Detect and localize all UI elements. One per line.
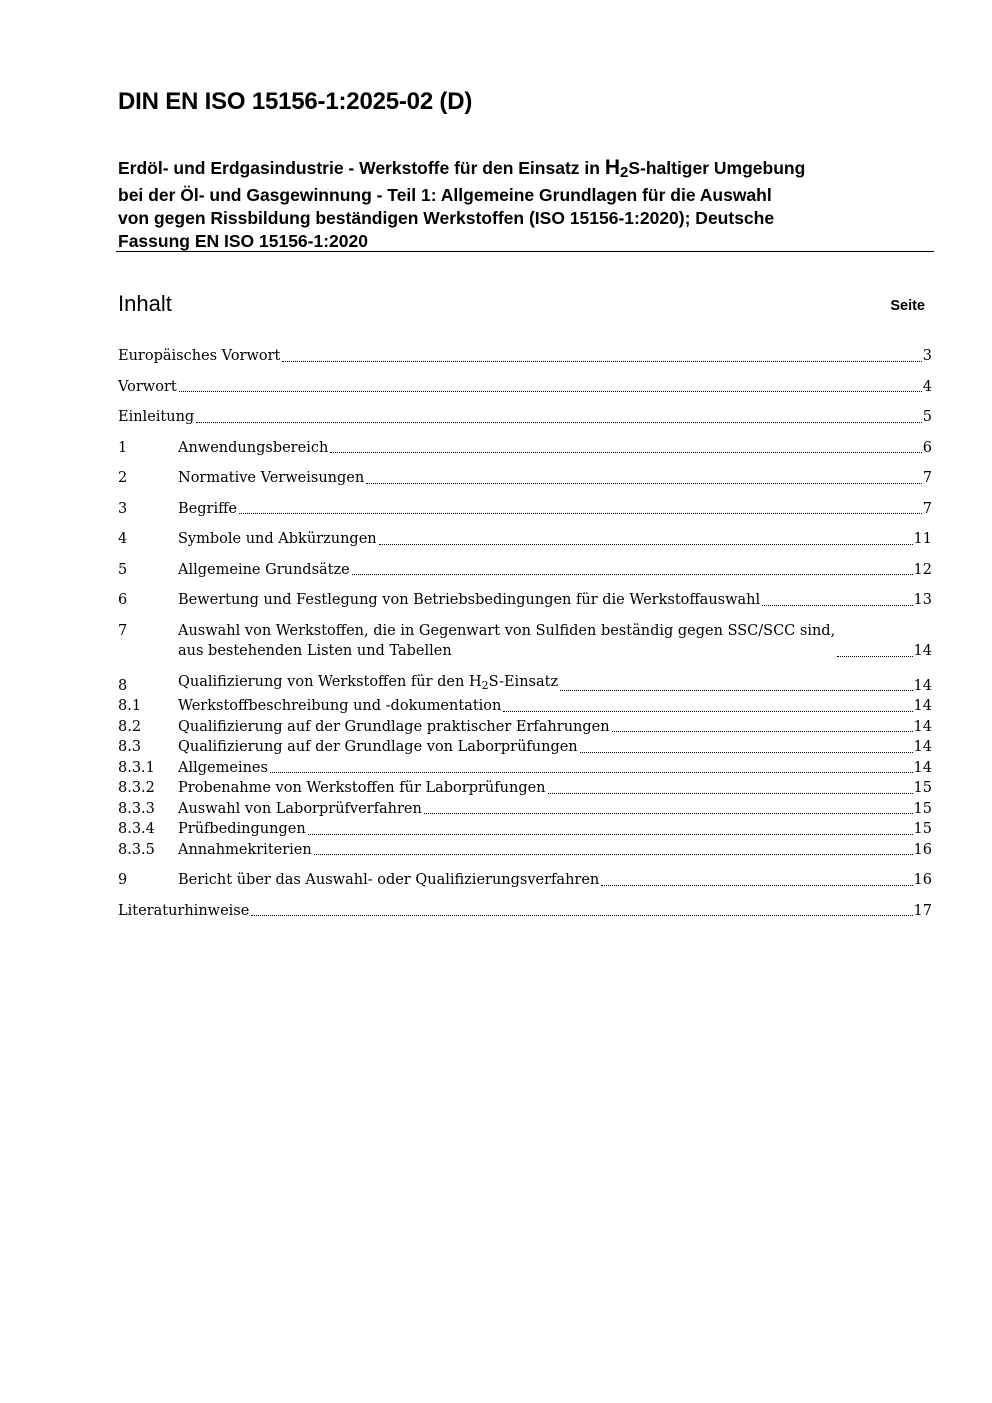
title-line-4: Fassung EN ISO 15156-1:2020 (118, 231, 368, 251)
leader-dots (601, 885, 912, 886)
toc-section-number: 8.3.1 (118, 759, 155, 776)
leader-dots (837, 656, 912, 657)
leader-dots (503, 711, 912, 712)
toc-entry-europaeisches-vorwort[interactable] (118, 346, 932, 367)
leader-dots (270, 772, 913, 773)
toc-page-number: 6 (922, 439, 932, 456)
toc-entry-8-3-2[interactable] (118, 778, 932, 799)
toc-entry-4[interactable] (118, 529, 932, 550)
toc-entry-title: Auswahl von Werkstoffen, die in Gegenwart von Sulfiden beständig gegen SSC/SCC sind, aus bestehenden Listen und Tabellen (178, 622, 836, 659)
toc-entry-title: Qualifizierung auf der Grundlage von Laborprüfungen (178, 739, 578, 755)
document-title (118, 156, 918, 253)
toc-page-number: 7 (922, 470, 932, 486)
toc-entry-1[interactable] (118, 438, 932, 459)
toc-page-number: 4 (922, 378, 932, 395)
leader-dots (352, 574, 913, 575)
toc-page-number: 14 (913, 739, 932, 755)
toc-section-number: 1 (118, 439, 128, 456)
leader-dots (239, 513, 922, 514)
leader-dots (424, 813, 913, 814)
toc-entry-einleitung[interactable] (118, 407, 932, 428)
toc-entry-literaturhinweise[interactable] (118, 901, 932, 922)
toc-entry-title: Bewertung und Festlegung von Betriebsbedingungen für die Werkstoffauswahl (178, 592, 761, 608)
leader-dots (612, 731, 913, 732)
toc-section-number: 4 (118, 531, 128, 547)
toc-page-number: 15 (913, 800, 932, 817)
toc-entry-title: Allgemeines (178, 759, 268, 776)
toc-entry-9[interactable] (118, 870, 932, 891)
toc-entry-title: Probenahme von Werkstoffen für Laborprüfungen (178, 780, 546, 796)
table-of-contents (118, 346, 932, 921)
toc-section-number: 8.3.5 (118, 841, 155, 858)
toc-page-number: 15 (913, 821, 932, 837)
toc-entry-8-2[interactable] (118, 717, 932, 738)
toc-page-number: 7 (922, 500, 932, 517)
toc-section-number: 8.3.4 (118, 821, 155, 837)
toc-page-number: 3 (922, 348, 932, 364)
toc-entry-8-3-1[interactable] (118, 758, 932, 779)
toc-page-number: 16 (913, 872, 932, 888)
toc-section-number: 8.2 (118, 718, 142, 735)
toc-section-number: 3 (118, 500, 128, 517)
toc-entry-title: Normative Verweisungen (178, 470, 365, 486)
document-id: DIN EN ISO 15156-1:2025-02 (D) (118, 88, 473, 115)
leader-dots (196, 422, 922, 423)
toc-entry-title: Prüfbedingungen (178, 821, 306, 837)
leader-dots (251, 915, 912, 916)
toc-page-number: 14 (913, 759, 932, 776)
toc-page-number: 5 (922, 409, 932, 425)
toc-section-number: 8.3 (118, 739, 142, 755)
leader-dots (282, 361, 921, 362)
toc-section-number: 6 (118, 592, 128, 608)
toc-entry-title: Symbole und Abkürzungen (178, 531, 377, 547)
toc-entry-8-3[interactable] (118, 737, 932, 758)
toc-entry-7[interactable] (118, 621, 932, 662)
toc-entry-title: Einleitung (118, 409, 195, 425)
toc-entry-title: Literaturhinweise (118, 902, 250, 919)
toc-entry-title: Qualifizierung auf der Grundlage praktischer Erfahrungen (178, 718, 610, 735)
toc-entry-8-3-5[interactable] (118, 840, 932, 861)
toc-page-number: 11 (913, 531, 932, 547)
toc-entry-8-1[interactable] (118, 696, 932, 717)
toc-section-number: 8.3.2 (118, 780, 155, 796)
toc-entry-8-3-3[interactable] (118, 799, 932, 820)
title-line-3: von gegen Rissbildung beständigen Werkstoffen (ISO 15156-1:2020); Deutsche (118, 208, 775, 228)
toc-section-number: 8.3.3 (118, 800, 155, 817)
toc-entry-title: Europäisches Vorwort (118, 348, 281, 364)
toc-entry-3[interactable] (118, 499, 932, 520)
leader-dots (330, 452, 921, 453)
toc-entry-title: Werkstoffbeschreibung und -dokumentation (178, 698, 502, 714)
title-line-2: bei der Öl- und Gasgewinnung - Teil 1: Allgemeine Grundlagen für die Auswahl (118, 185, 772, 205)
toc-page-number: 13 (913, 592, 932, 608)
leader-dots (366, 483, 922, 484)
toc-entry-title: Qualifizierung von Werkstoffen für den $H_2S$-Einsatz (178, 673, 559, 692)
toc-entry-title: Anwendungsbereich (178, 439, 329, 456)
leader-dots (314, 854, 913, 855)
toc-entry-5[interactable] (118, 560, 932, 581)
page-column-label: Seite (890, 298, 925, 314)
toc-section-number: 5 (118, 561, 128, 578)
toc-page-number: 14 (913, 677, 932, 694)
toc-section-number: 7 (118, 622, 128, 639)
toc-page-number: 12 (913, 561, 932, 578)
toc-entry-title: Vorwort (118, 378, 177, 395)
toc-section-number: 8 (118, 677, 128, 694)
toc-entry-8-3-4[interactable] (118, 819, 932, 840)
toc-entry-title: Allgemeine Grundsätze (178, 561, 350, 578)
title-divider (116, 251, 934, 252)
leader-dots (560, 690, 912, 691)
toc-entry-title: Bericht über das Auswahl- oder Qualifizierungsverfahren (178, 872, 600, 888)
toc-entry-title: Auswahl von Laborprüfverfahren (178, 800, 422, 817)
leader-dots (379, 544, 913, 545)
toc-section-number: 2 (118, 470, 128, 486)
toc-entry-2[interactable] (118, 468, 932, 489)
leader-dots (762, 605, 912, 606)
toc-entry-title: Begriffe (178, 500, 237, 517)
leader-dots (548, 793, 913, 794)
toc-heading: Inhalt (118, 291, 172, 316)
toc-entry-8[interactable] (118, 672, 932, 697)
toc-entry-vorwort[interactable] (118, 377, 932, 398)
toc-page-number: 17 (913, 902, 932, 919)
toc-page-number: 14 (913, 698, 932, 714)
leader-dots (179, 391, 922, 392)
toc-section-number: 9 (118, 872, 128, 888)
leader-dots (580, 752, 913, 753)
toc-page-number: 14 (913, 643, 932, 659)
toc-page-number: 15 (913, 780, 932, 796)
toc-page-number: 14 (913, 718, 932, 735)
title-line-1: Erdöl- und Erdgasindustrie - Werkstoffe für den Einsatz in $H_2S$-haltiger Umgebung (118, 156, 806, 181)
leader-dots (308, 834, 913, 835)
toc-page-number: 16 (913, 841, 932, 858)
toc-section-number: 8.1 (118, 698, 142, 714)
toc-entry-6[interactable] (118, 590, 932, 611)
toc-entry-title: Annahmekriterien (178, 841, 312, 858)
